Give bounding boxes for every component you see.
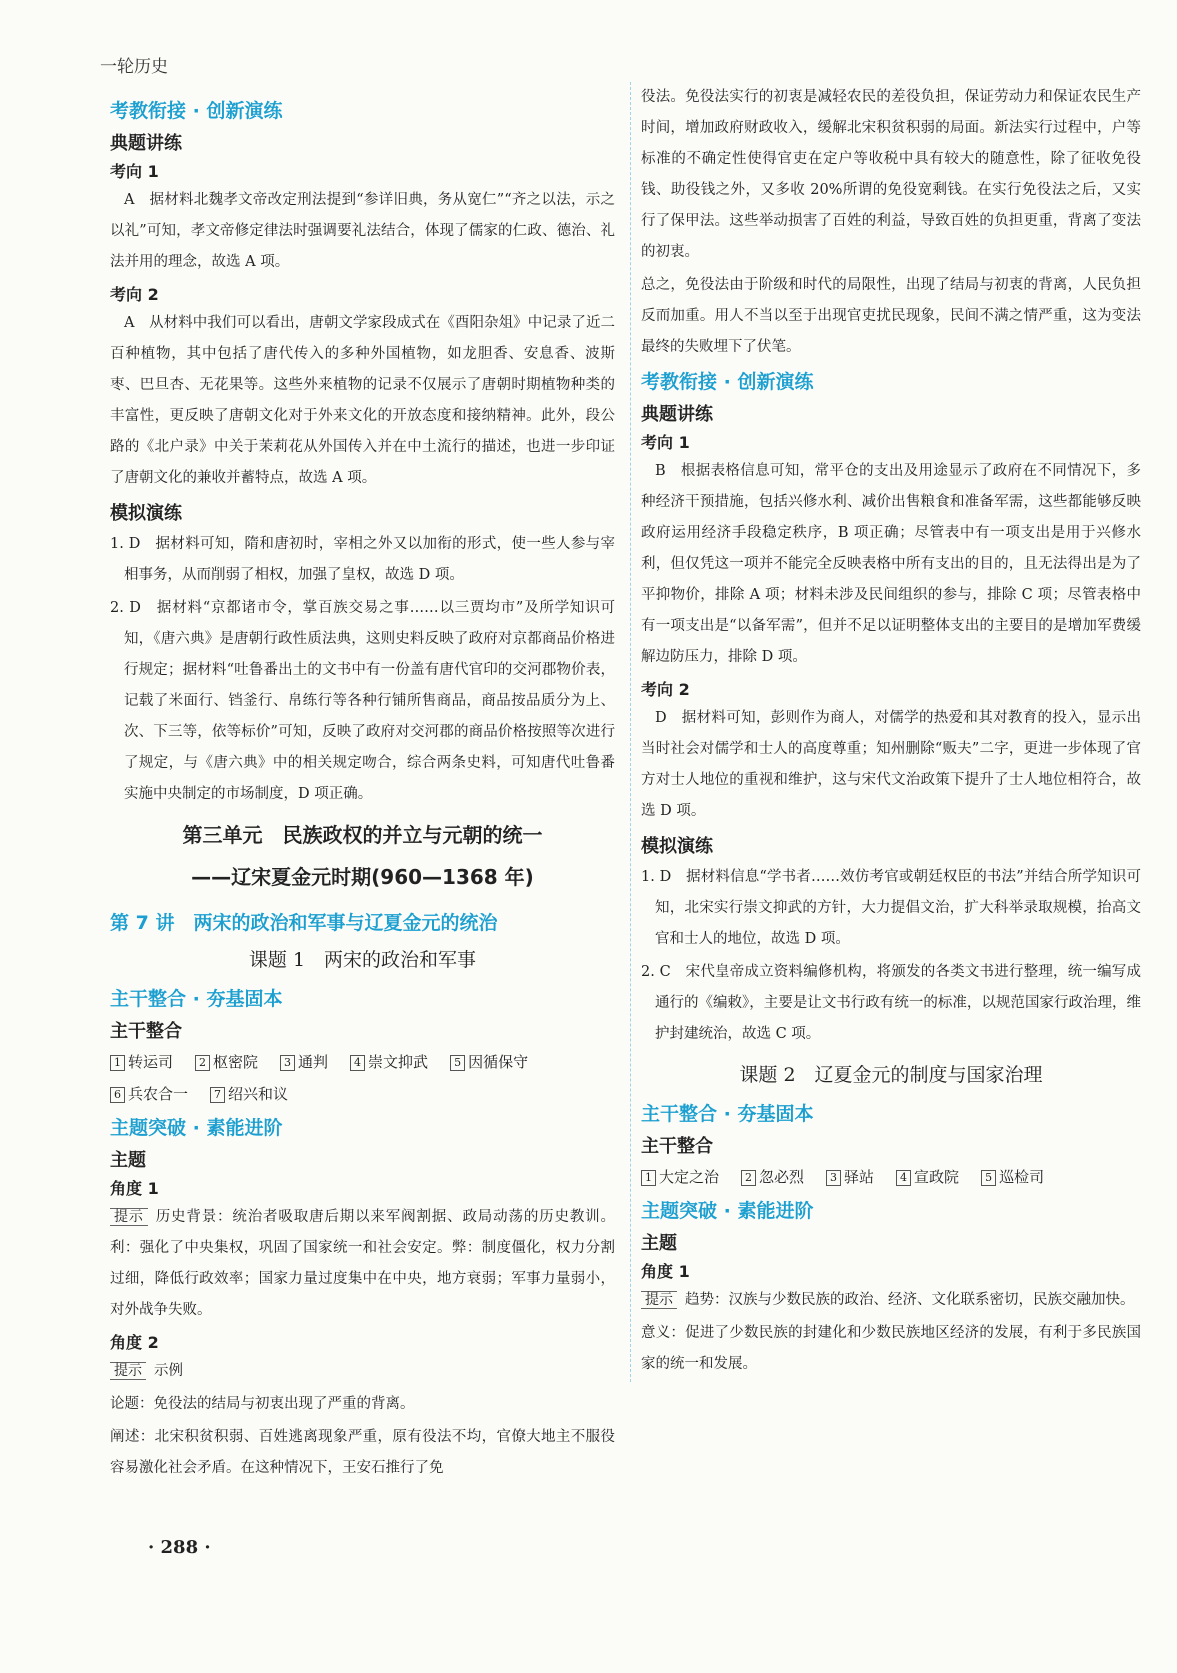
key-point: 5 巡检司 — [981, 1162, 1044, 1192]
running-head: 一轮历史 — [100, 57, 168, 77]
subheading: 模拟演练 — [110, 503, 182, 524]
left-column — [110, 92, 615, 1486]
subheading: 主干整合 — [641, 1136, 713, 1157]
hint-text: 提示 历史背景：统治者吸取唐后期以来军阀割据、政局动荡的历史教训。利：强化了中央集权，巩固了国家统一和社会安定。弊：制度僵化，权力分割过细，降低行政效率；国家力量过度集中在中央，地方衰弱；军事力量弱小，对外战争失败。 — [110, 1209, 615, 1318]
angle-label: 角度 2 — [110, 1333, 159, 1352]
key-points — [641, 1162, 1141, 1192]
subheading: 典题讲练 — [110, 133, 182, 154]
answer-text: 1. D 据材料信息“学书者……效仿考官或朝廷权臣的书法”并结合所学知识可知，北宋实行崇文抑武的方针，大力提倡文治，扩大科举录取规模，抬高文官和士人的地位，故选 D 项。 — [641, 869, 1141, 947]
direction-label: 考向 2 — [110, 285, 159, 304]
subheading: 主干整合 — [110, 1021, 182, 1042]
answer-text: 役法。免役法实行的初衷是减轻农民的差役负担，保证劳动力和保证农民生产时间，增加政府财政收入，缓解北宋积贫积弱的局面。新法实行过程中，户等标准的不确定性使得官吏在定户等收税中具有较大的随意性，除了征收免役钱、助役钱之外，又多收 20%所谓的免役宽剩钱。在实行免役法之后，又实行了保甲法。这些举动损害了百姓的利益，导致百姓的负担更重，背离了变法的初衷。 — [641, 89, 1141, 260]
direction-label: 考向 1 — [641, 433, 690, 452]
right-column — [630, 82, 1141, 1382]
direction-label: 考向 2 — [641, 680, 690, 699]
key-point: 5 因循保守 — [450, 1047, 528, 1077]
answer-text: A 据材料北魏孝文帝改定刑法提到“参详旧典，务从宽仁”“齐之以法，示之以礼”可知，孝文帝修定律法时强调要礼法结合，体现了儒家的仁政、德治、礼法并用的理念，故选 A 项。 — [110, 192, 615, 270]
section-heading: 主题突破 · 素能进阶 — [641, 1200, 814, 1222]
key-point: 3 驿站 — [826, 1162, 874, 1192]
section-heading: 主干整合 · 夯基固本 — [110, 988, 283, 1010]
topic-title: 课题 1 两宋的政治和军事 — [248, 949, 477, 971]
key-point: 1 大定之治 — [641, 1162, 719, 1192]
subheading: 典题讲练 — [641, 404, 713, 425]
angle-label: 角度 1 — [641, 1262, 690, 1281]
unit-title: 第三单元 民族政权的并立与元朝的统一 — [182, 823, 543, 847]
unit-subtitle: ——辽宋夏金元时期(960—1368 年) — [191, 865, 534, 889]
subheading: 模拟演练 — [641, 836, 713, 857]
key-point: 2 枢密院 — [195, 1047, 258, 1077]
topic-title: 课题 2 辽夏金元的制度与国家治理 — [739, 1064, 1043, 1086]
hint-text: 提示 示例 — [110, 1356, 615, 1387]
key-point: 2 忽必烈 — [741, 1162, 804, 1192]
section-heading: 主干整合 · 夯基固本 — [641, 1103, 814, 1125]
key-point: 1 转运司 — [110, 1047, 173, 1077]
section-heading: 主题突破 · 素能进阶 — [110, 1117, 283, 1139]
key-point: 6 兵农合一 — [110, 1079, 188, 1109]
subheading: 主题 — [641, 1233, 677, 1254]
section-heading: 考教衔接 · 创新演练 — [110, 100, 283, 122]
direction-label: 考向 1 — [110, 162, 159, 181]
answer-text: 1. D 据材料可知，隋和唐初时，宰相之外又以加衔的形式，使一些人参与宰相事务，从而削弱了相权，加强了皇权，故选 D 项。 — [110, 536, 615, 583]
page-number: · 288 · — [148, 1537, 211, 1558]
key-point: 4 宣政院 — [896, 1162, 959, 1192]
answer-text: 总之，免役法由于阶级和时代的局限性，出现了结局与初衷的背离，人民负担反而加重。用人不当以至于出现官吏扰民现象，民间不满之情严重，这为变法最终的失败埋下了伏笔。 — [641, 277, 1141, 355]
answer-text: 阐述：北宋积贫积弱、百姓逃离现象严重，原有役法不均，官僚大地主不服役容易激化社会矛盾。在这种情况下，王安石推行了免 — [110, 1429, 615, 1476]
answer-text: D 据材料可知，彭则作为商人，对儒学的热爱和其对教育的投入，显示出当时社会对儒学和士人的高度尊重；知州删除“贩夫”二字，更进一步体现了官方对士人地位的重视和维护，这与宋代文治政策下提升了士人地位相符合，故选 D 项。 — [641, 710, 1141, 819]
key-point: 4 崇文抑武 — [350, 1047, 428, 1077]
key-point: 3 通判 — [280, 1047, 328, 1077]
hint-text: 提示 趋势：汉族与少数民族的政治、经济、文化联系密切，民族交融加快。 — [641, 1285, 1141, 1316]
answer-text: 2. C 宋代皇帝成立资料编修机构，将颁发的各类文书进行整理，统一编写成通行的《编敕》，主要是让文书行政有统一的标准，以规范国家行政治理，维护封建统治，故选 C 项。 — [641, 964, 1141, 1042]
answer-text: 2. D 据材料“京都诸市令，掌百族交易之事……以三贾均市”及所学知识可知，《唐六典》是唐朝行政性质法典，这则史料反映了政府对京都商品价格进行规定；据材料“吐鲁番出土的文书中有一份盖有唐代官印的交河郡物价表，记载了米面行、铛釜行、帛练行等各种行铺所售商品，商品按品质分为上、次、下三等，依等标价”可知，反映了政府对交河郡的商品价格按照等次进行了规定，与《唐六典》中的相关规定吻合，综合两条史料，可知唐代吐鲁番实施中央制定的市场制度，D 项正确。 — [110, 600, 615, 802]
section-heading: 考教衔接 · 创新演练 — [641, 371, 814, 393]
subheading: 主题 — [110, 1150, 146, 1171]
key-points — [110, 1047, 615, 1109]
answer-text: 论题：免役法的结局与初衷出现了严重的背离。 — [110, 1396, 415, 1412]
angle-label: 角度 1 — [110, 1179, 159, 1198]
lesson-title: 第 7 讲 两宋的政治和军事与辽夏金元的统治 — [110, 912, 498, 934]
answer-text: 意义：促进了少数民族的封建化和少数民族地区经济的发展，有利于多民族国家的统一和发展。 — [641, 1325, 1141, 1372]
answer-text: A 从材料中我们可以看出，唐朝文学家段成式在《酉阳杂俎》中记录了近二百种植物，其中包括了唐代传入的多种外国植物，如龙胆香、安息香、波斯枣、巴旦杏、无花果等。这些外来植物的记录不仅展示了唐朝时期植物种类的丰富性，更反映了唐朝文化对于外来文化的开放态度和接纳精神。此外，段公路的《北户录》中关于茉莉花从外国传入并在中土流行的描述，也进一步印证了唐朝文化的兼收并蓄特点，故选 A 项。 — [110, 315, 615, 486]
key-point: 7 绍兴和议 — [210, 1079, 288, 1109]
answer-text: B 根据表格信息可知，常平仓的支出及用途显示了政府在不同情况下，多种经济干预措施，包括兴修水利、减价出售粮食和准备军需，这些都能够反映政府运用经济手段稳定秩序，B 项正确；尽管表中有一项支出是用于兴修水利，但仅凭这一项并不能完全反映表格中所有支出的目的，且无法得出是为了平抑物价，排除 A 项；材料未涉及民间组织的参与，排除 C 项；尽管表格中有一项支出是“以备军需”，但并不足以证明整体支出的主要目的是增加军费缓解边防压力，排除 D 项。 — [641, 463, 1141, 665]
